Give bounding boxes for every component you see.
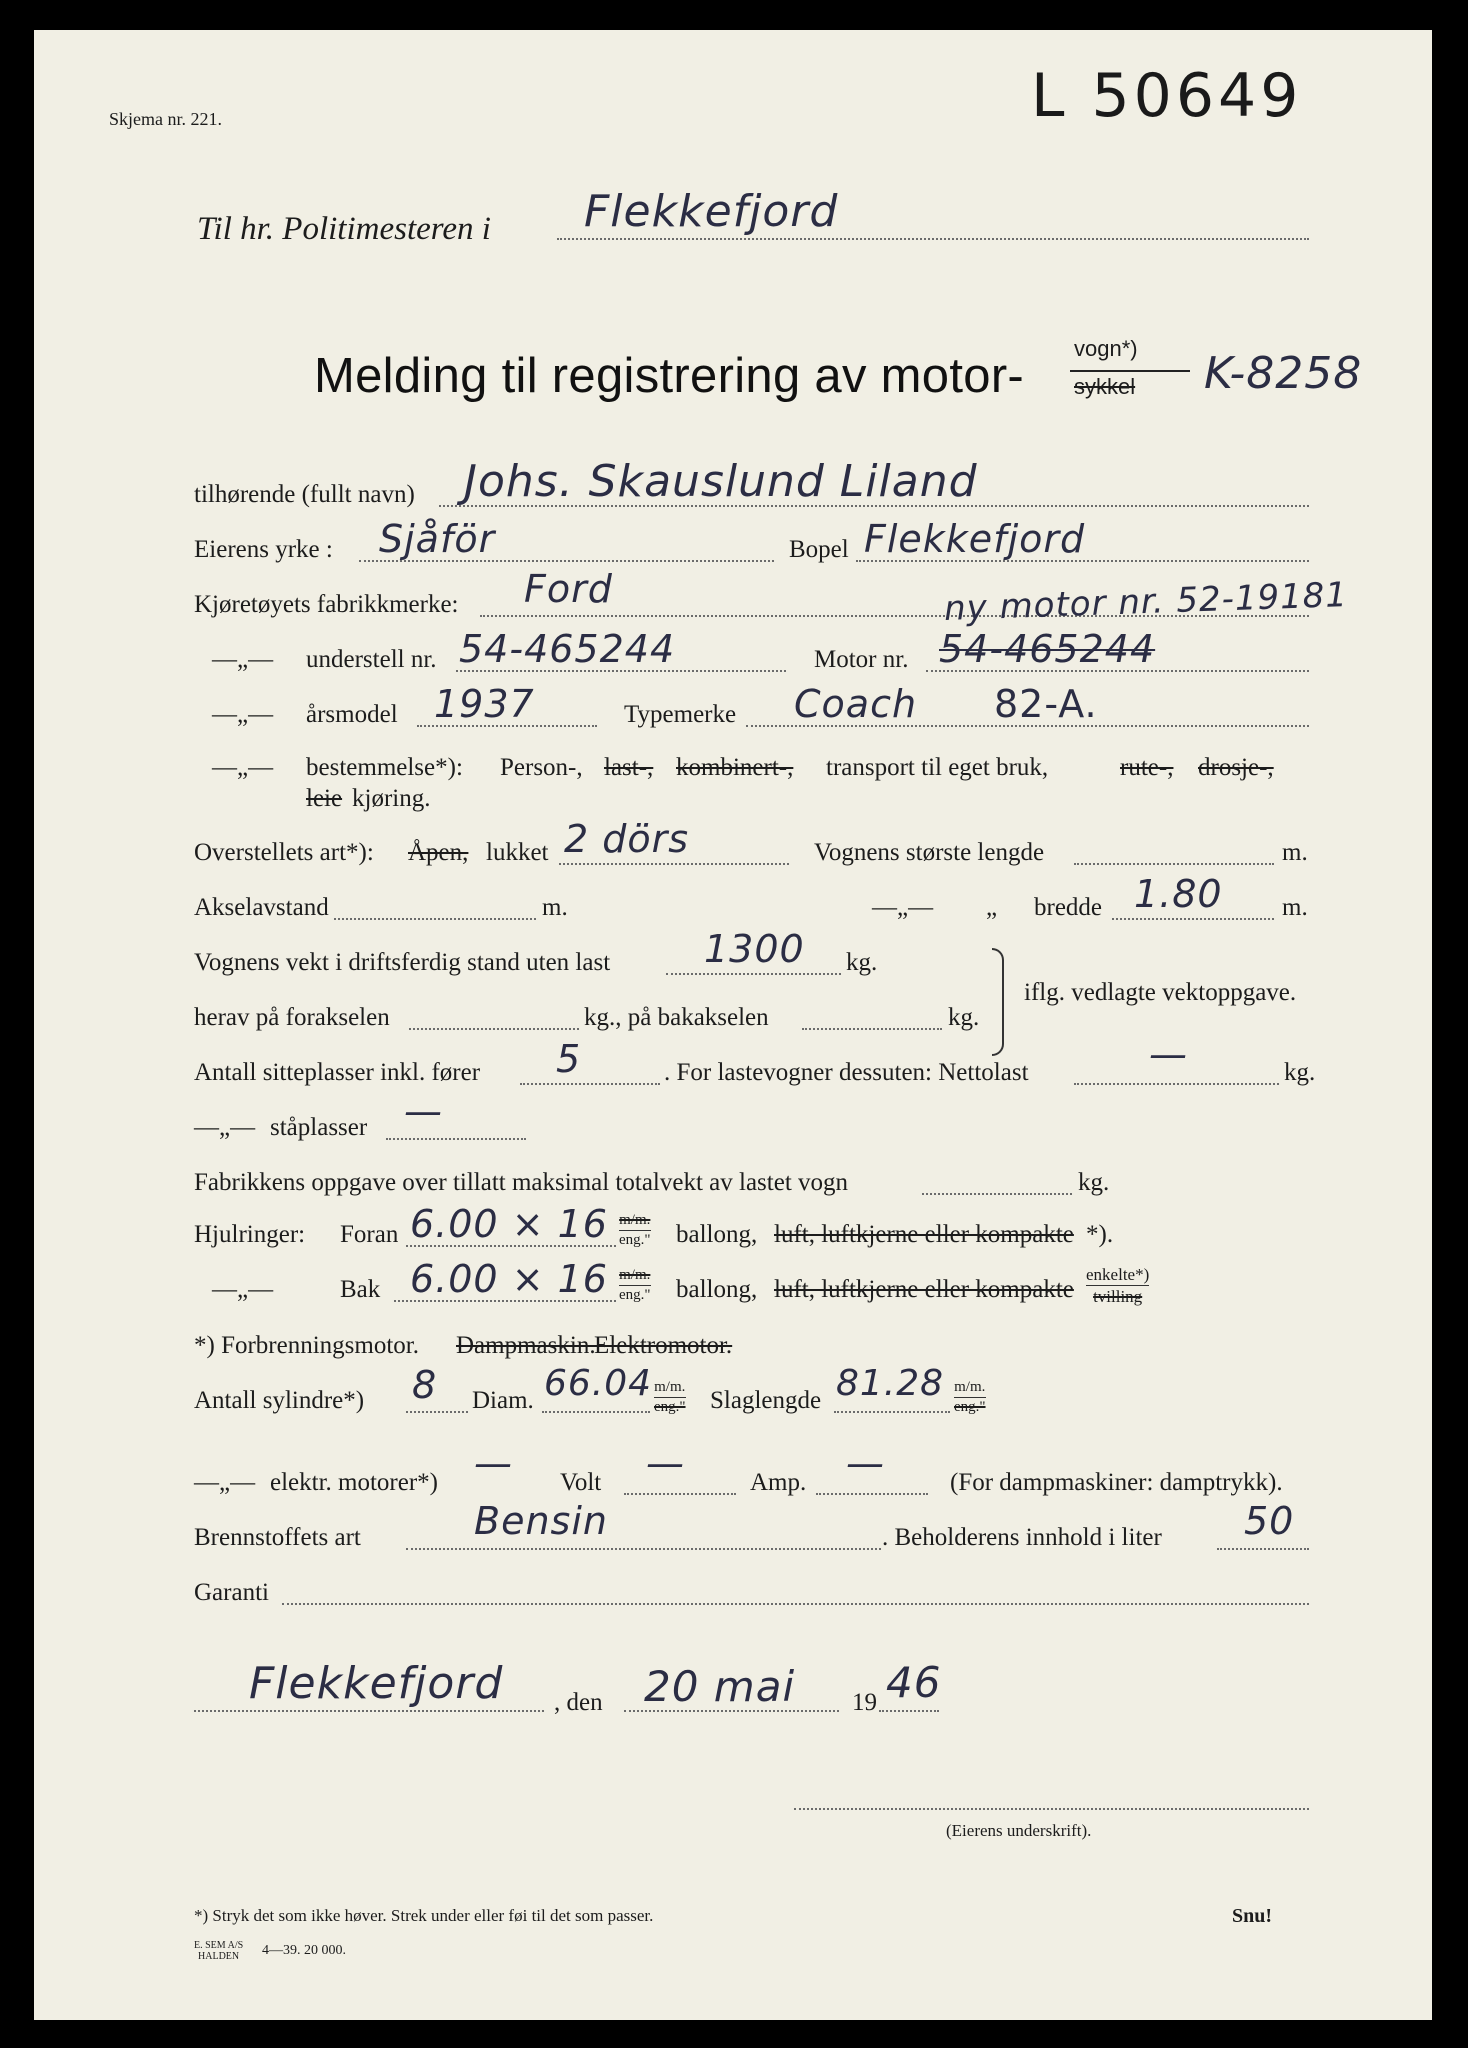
ditto-chassis: —„— bbox=[212, 646, 274, 673]
rear-unit-mm: m/m. bbox=[619, 1268, 651, 1286]
place-line bbox=[194, 1710, 544, 1712]
front-axle-label: herav på forakselen bbox=[194, 1004, 390, 1031]
printer-mark bbox=[194, 1940, 243, 1962]
max-weight-unit: kg. bbox=[1078, 1169, 1110, 1196]
guarantee-label: Garanti bbox=[194, 1579, 269, 1606]
body-open: Åpen, bbox=[408, 839, 469, 866]
diam-line bbox=[542, 1411, 650, 1413]
weight-value: 1300 bbox=[704, 927, 805, 971]
rear-unit-eng: eng." bbox=[619, 1287, 651, 1303]
turn-page-note: Snu! bbox=[1232, 1905, 1273, 1927]
printer-line2: HALDEN bbox=[198, 1951, 240, 1962]
purpose-drosje: drosje-, bbox=[1198, 754, 1274, 781]
net-load-unit: kg. bbox=[1284, 1059, 1316, 1086]
stroke-value: 81.28 bbox=[836, 1363, 945, 1404]
purpose-person: Person-, bbox=[500, 754, 583, 781]
form-title: Melding til registrering av motor- bbox=[314, 349, 1025, 403]
address-line bbox=[557, 238, 1309, 240]
truck-label: . For lastevogner dessuten: Nettolast bbox=[664, 1059, 1029, 1086]
front-axle-line bbox=[409, 1028, 579, 1030]
rear-axle-label: kg., på bakakselen bbox=[584, 1004, 769, 1031]
front-unit-fraction bbox=[619, 1213, 651, 1248]
steam-engine: Dampmaskin. bbox=[456, 1332, 596, 1359]
type-code: 82-A. bbox=[994, 682, 1098, 726]
year-label: årsmodel bbox=[306, 701, 398, 728]
diam-unit-mm: m/m. bbox=[654, 1380, 686, 1398]
amp-value: — bbox=[846, 1441, 885, 1485]
amp-label: Amp. bbox=[750, 1469, 807, 1496]
purpose-kombinert: kombinert-, bbox=[676, 754, 794, 781]
type-label: Typemerke bbox=[624, 701, 737, 728]
rear-unit-fraction bbox=[619, 1268, 651, 1303]
steam-note: (For dampmaskiner: damptrykk). bbox=[950, 1469, 1283, 1496]
year-value: 1937 bbox=[434, 682, 535, 726]
address-value: Flekkefjord bbox=[584, 186, 839, 237]
cyl-label: Antall sylindre*) bbox=[194, 1387, 365, 1414]
signature-year-line bbox=[879, 1710, 939, 1712]
owner-signature-line bbox=[794, 1808, 1309, 1810]
type-value: Coach bbox=[794, 682, 918, 726]
weight-line bbox=[666, 973, 841, 975]
title-sykkel: sykkel bbox=[1074, 374, 1136, 399]
year-suffix: 46 bbox=[886, 1658, 942, 1707]
cyl-value: 8 bbox=[412, 1363, 438, 1407]
standing-label: ståplasser bbox=[270, 1114, 368, 1141]
body-label: Overstellets art*): bbox=[194, 839, 374, 866]
new-motor-value: ny motor nr. 52-19181 bbox=[943, 574, 1349, 630]
rear-tire-kinds: luft, luftkjerne eller kompakte bbox=[774, 1276, 1074, 1303]
stroke-line bbox=[834, 1411, 950, 1413]
registration-form bbox=[34, 30, 1432, 2020]
motor-value: 54-465244 bbox=[939, 627, 1156, 671]
title-fraction-bar bbox=[1070, 370, 1190, 372]
year-prefix: 19 bbox=[852, 1689, 877, 1716]
tank-label: . Beholderens innhold i liter bbox=[882, 1524, 1162, 1551]
amp-line bbox=[816, 1493, 928, 1495]
title-vogn: vogn*) bbox=[1074, 336, 1138, 361]
width-label: bredde bbox=[1034, 894, 1103, 921]
front-unit-eng: eng." bbox=[619, 1232, 651, 1248]
elec-label: elektr. motorer*) bbox=[270, 1469, 438, 1496]
make-value: Ford bbox=[524, 567, 613, 611]
elec-value: — bbox=[474, 1441, 513, 1485]
weight-label: Vognens vekt i driftsferdig stand uten last bbox=[194, 949, 611, 976]
form-number: Skjema nr. 221. bbox=[109, 109, 222, 129]
volt-value: — bbox=[646, 1441, 685, 1485]
max-weight-label: Fabrikkens oppgave over tillatt maksimal totalvekt av lastet vogn bbox=[194, 1169, 849, 1196]
ditto-rear: —„— bbox=[212, 1276, 274, 1303]
diam-value: 66.04 bbox=[544, 1363, 653, 1404]
printer-code: 4—39. 20 000. bbox=[262, 1943, 346, 1958]
axle-label: Akselavstand bbox=[194, 894, 329, 921]
width-unit: m. bbox=[1282, 894, 1308, 921]
seats-label: Antall sitteplasser inkl. fører bbox=[194, 1059, 481, 1086]
purpose-label: bestemmelse*): bbox=[306, 754, 463, 781]
standing-line bbox=[386, 1138, 526, 1140]
signature-den: , den bbox=[554, 1689, 603, 1716]
length-label: Vognens største lengde bbox=[814, 839, 1045, 866]
rear-value: 6.00 × 16 bbox=[410, 1257, 608, 1301]
electric-motor: Elektromotor. bbox=[594, 1332, 733, 1359]
stroke-unit-fraction bbox=[954, 1380, 986, 1415]
standing-value: — bbox=[404, 1089, 443, 1133]
body-line bbox=[559, 863, 789, 865]
width-value: 1.80 bbox=[1134, 872, 1223, 916]
ditto-purpose: —„— bbox=[212, 754, 274, 781]
registration-number: K-8258 bbox=[1204, 348, 1363, 399]
volt-line bbox=[624, 1493, 736, 1495]
chassis-value: 54-465244 bbox=[459, 627, 676, 671]
width-line bbox=[1112, 918, 1274, 920]
occupation-label: Eierens yrke : bbox=[194, 536, 333, 563]
fuel-value: Bensin bbox=[474, 1499, 608, 1543]
purpose-kjoring: kjøring. bbox=[352, 785, 431, 812]
net-load-value: — bbox=[1149, 1032, 1188, 1076]
tank-value: 50 bbox=[1244, 1499, 1295, 1543]
rear-axle-line bbox=[802, 1028, 942, 1030]
rear-single: enkelte*) bbox=[1086, 1265, 1150, 1284]
weight-bracket bbox=[992, 948, 1004, 1056]
guarantee-line bbox=[282, 1603, 1309, 1605]
fuel-label: Brennstoffets art bbox=[194, 1524, 361, 1551]
ditto-standing: —„— bbox=[194, 1114, 256, 1141]
net-load-line bbox=[1074, 1083, 1279, 1085]
front-balloon: ballong, bbox=[676, 1221, 758, 1248]
signature-date: 20 mai bbox=[644, 1662, 796, 1711]
volt-label: Volt bbox=[560, 1469, 602, 1496]
diam-label: Diam. bbox=[472, 1387, 534, 1414]
body-closed: lukket bbox=[486, 839, 549, 866]
ditto-year: —„— bbox=[212, 701, 274, 728]
cyl-line bbox=[406, 1411, 468, 1413]
front-label: Foran bbox=[340, 1221, 399, 1248]
residence-label: Bopel bbox=[789, 536, 849, 563]
seats-value: 5 bbox=[556, 1037, 582, 1081]
front-tire-kinds: luft, luftkjerne eller kompakte bbox=[774, 1221, 1074, 1248]
owner-label: tilhørende (fullt navn) bbox=[194, 481, 415, 508]
fuel-line bbox=[406, 1548, 881, 1550]
max-weight-line bbox=[922, 1193, 1072, 1195]
ditto-quote: „ bbox=[986, 894, 998, 921]
make-label: Kjøretøyets fabrikkmerke: bbox=[194, 591, 459, 618]
purpose-last: last-, bbox=[604, 754, 654, 781]
owner-value: Johs. Skauslund Liland bbox=[464, 456, 978, 507]
purpose-rute: rute-, bbox=[1120, 754, 1174, 781]
stroke-unit-eng: eng." bbox=[954, 1399, 986, 1415]
printer-line1: E. SEM A/S bbox=[194, 1940, 244, 1951]
residence-value: Flekkefjord bbox=[864, 517, 1086, 561]
diam-unit-eng: eng." bbox=[654, 1399, 686, 1415]
axle-unit: m. bbox=[542, 894, 568, 921]
engine-star: *) Forbrenningsmotor. bbox=[194, 1332, 419, 1359]
rear-label: Bak bbox=[340, 1276, 381, 1303]
purpose-leie: leie bbox=[306, 785, 343, 812]
axle-line bbox=[334, 918, 536, 920]
stroke-unit-mm: m/m. bbox=[954, 1380, 986, 1398]
front-value: 6.00 × 16 bbox=[410, 1202, 608, 1246]
length-unit: m. bbox=[1282, 839, 1308, 866]
rear-twin: tvilling bbox=[1093, 1287, 1143, 1306]
front-tire-star: *). bbox=[1086, 1221, 1114, 1248]
rear-axle-unit: kg. bbox=[948, 1004, 980, 1031]
weight-unit: kg. bbox=[846, 949, 878, 976]
footer-note: *) Stryk det som ikke høver. Strek under eller føi til det som passer. bbox=[194, 1906, 654, 1925]
diam-unit-fraction bbox=[654, 1380, 686, 1415]
front-unit-mm: m/m. bbox=[619, 1213, 651, 1231]
seats-line bbox=[520, 1083, 660, 1085]
owner-signature-label: (Eierens underskrift). bbox=[946, 1821, 1092, 1840]
tires-label: Hjulringer: bbox=[194, 1221, 306, 1248]
motor-label: Motor nr. bbox=[814, 646, 909, 673]
chassis-label: understell nr. bbox=[306, 646, 437, 673]
purpose-transport: transport til eget bruk, bbox=[826, 754, 1049, 781]
tank-line bbox=[1217, 1548, 1309, 1550]
signature-place: Flekkefjord bbox=[249, 1658, 504, 1709]
ditto-width: —„— bbox=[872, 894, 934, 921]
archive-number: L 50649 bbox=[1031, 61, 1303, 131]
length-line bbox=[1074, 863, 1274, 865]
weight-note: iflg. vedlagte vektoppgave. bbox=[1024, 979, 1297, 1006]
occupation-value: Sjåför bbox=[379, 517, 496, 561]
address-label: Til hr. Politimesteren i bbox=[197, 211, 491, 247]
stroke-label: Slaglengde bbox=[710, 1387, 822, 1414]
body-value: 2 dörs bbox=[564, 817, 690, 861]
ditto-elec: —„— bbox=[194, 1469, 256, 1496]
rear-mount-fraction bbox=[1086, 1266, 1149, 1305]
rear-balloon: ballong, bbox=[676, 1276, 758, 1303]
